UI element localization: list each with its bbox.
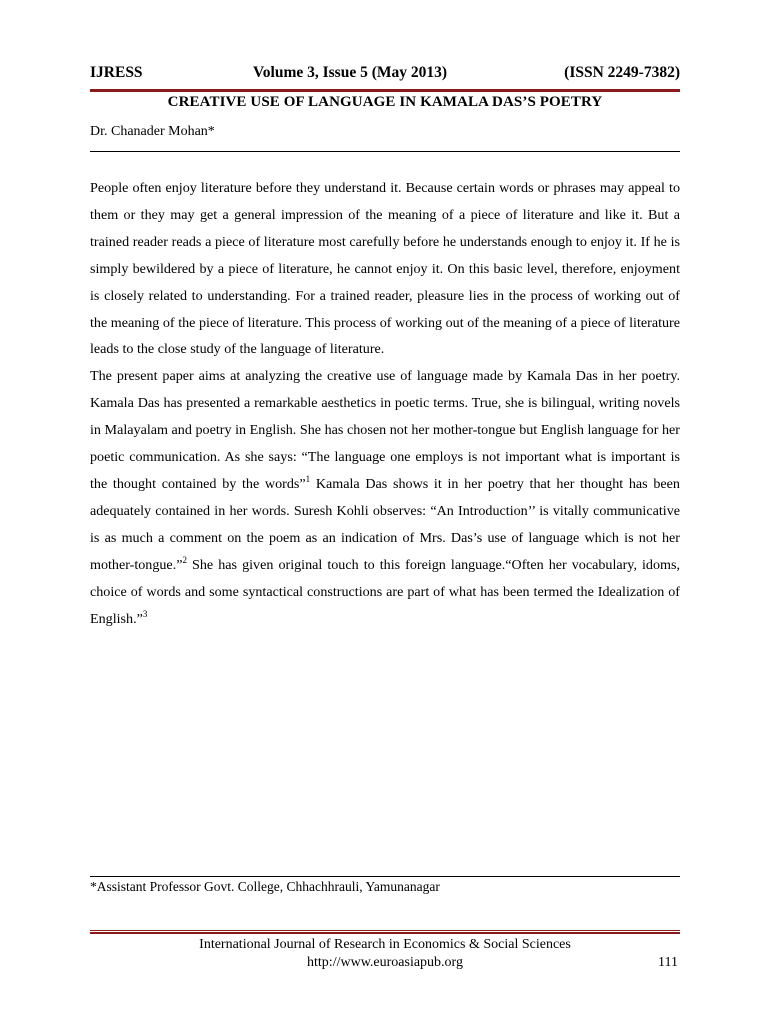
issn: (ISSN 2249-7382) — [564, 64, 680, 81]
author-affiliation-footnote: *Assistant Professor Govt. College, Chhachhrauli, Yamunanagar — [90, 879, 440, 894]
footer-divider — [90, 930, 680, 934]
paragraph-2-part-2: Kamala Das shows it in her poetry that her thought has been adequately contained in her words. Suresh Kohli observes: “An Introduction’’ is vitally communicative is as much a comment on the poem as an indication of Mrs. Das’s use of language which is not her mother-tongue.” — [90, 475, 680, 573]
paragraph-2-part-3: She has given original touch to this foreign language.“Often her vocabulary, idoms, choice of words and some syntactical constructions are part of what has been termed the Idealization of English.” — [90, 556, 680, 627]
footer-url[interactable]: http://www.euroasiapub.org — [307, 955, 463, 970]
page-number: 111 — [658, 955, 678, 970]
citation-1: 1 — [305, 473, 311, 484]
citation-3: 3 — [142, 608, 148, 619]
header-divider — [90, 89, 680, 92]
paragraph-2-part-1: The present paper aims at analyzing the creative use of language made by Kamala Das in her poetry. Kamala Das has presented a remarkable aesthetics in poetic terms. True, she is bilingual, writing novels in Malayalam and poetry in English. She has chosen not her mother-tongue but English language for her poetic communication. As she says: “The language one employs is not important what is important is the thought contained by the words” — [90, 368, 680, 492]
paragraph-1: People often enjoy literature before they understand it. Because certain words or phrases may appeal to them or they may get a general impression of the meaning of a piece of literature and like it. But a trained reader reads a piece of literature most carefully before he understands enough to enjoy it. If he is simply bewildered by a piece of literature, he cannot enjoy it. On this basic level, therefore, enjoyment is closely related to understanding. For a trained reader, pleasure lies in the process of working out of the meaning of the piece of literature. This process of working out of the meaning of a piece of literature leads to the close study of the language of literature. — [90, 180, 680, 358]
footer-journal-name: International Journal of Research in Economics & Social Sciences — [199, 937, 571, 952]
journal-abbreviation: IJRESS — [90, 64, 143, 81]
footnote-divider — [90, 876, 680, 877]
article-body — [90, 175, 680, 632]
author-name: Dr. Chanader Mohan* — [90, 124, 215, 139]
running-header — [90, 64, 680, 86]
citation-2: 2 — [182, 554, 187, 565]
paragraph-2 — [90, 363, 680, 632]
article-title: CREATIVE USE OF LANGUAGE IN KAMALA DAS’S POETRY — [167, 94, 603, 110]
author-divider — [90, 151, 680, 152]
volume-issue: Volume 3, Issue 5 (May 2013) — [253, 64, 448, 81]
